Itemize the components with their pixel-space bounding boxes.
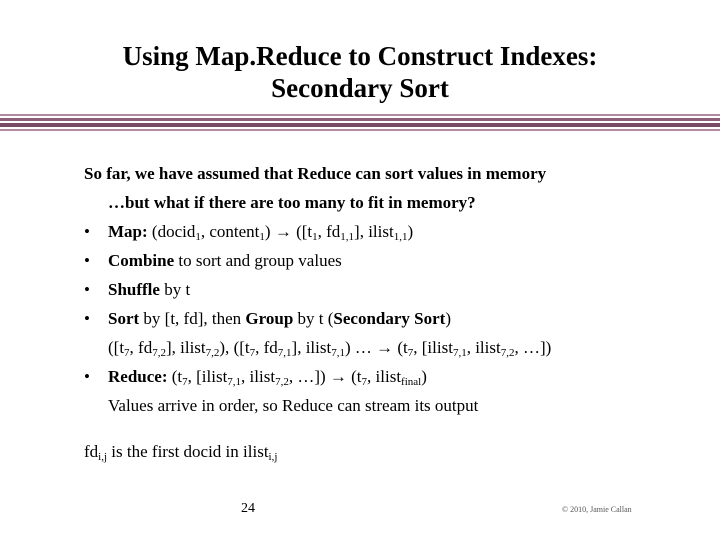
copyright-notice: © 2010, Jamie Callan xyxy=(562,505,632,514)
sort-example: ([$t_7$, $fd_{7,2}$], ilist$_{7,2}$), ([$t_7$, $fd_{7,1}$], ilist$_{7,1}$) … → ($t_7$, [ilist$_{7,1}$, ilist$_{7,2}$, …]) xyxy=(108,338,552,359)
bullet-combine: • Combine to sort and group values xyxy=(84,246,704,275)
title-line-1: Using Map.Reduce to Construct Indexes: xyxy=(122,41,598,71)
bullet-dot: • xyxy=(84,280,90,299)
bullet-reduce: • Reduce: ($t_7$, [ilist$_{7,1}$, ilist$_{7,2}$, …]) → ($t_7$, ilist$_{final}$) xyxy=(84,362,704,391)
fd-definition: $fd_{i,j}$ is the first docid in ilist$_{i,j}$ xyxy=(84,442,278,463)
slide-title xyxy=(0,40,720,104)
divider-rule-3 xyxy=(0,123,720,127)
bullet-dot: • xyxy=(84,222,90,241)
secondary-sort-label: Secondary Sort xyxy=(333,309,446,328)
values-note: Values arrive in order, so Reduce can stream its output xyxy=(108,396,479,415)
intro-line-1: So far, we have assumed that Reduce can sort values in memory xyxy=(84,164,547,183)
combine-label: Combine xyxy=(108,251,175,270)
arrow-icon: → xyxy=(325,367,352,386)
bullet-dot: • xyxy=(84,367,90,386)
map-label: Map: xyxy=(108,222,148,241)
bullet-sort: • Sort by [t, fd], then Group by t (Secondary Sort) xyxy=(84,304,704,333)
bullet-dot: • xyxy=(84,251,90,270)
page-number: 24 xyxy=(241,501,255,516)
group-label: Group xyxy=(245,309,294,328)
arrow-icon: → xyxy=(270,222,297,241)
bullet-dot: • xyxy=(84,309,90,328)
bullet-map: • Map: (docid$_1$, content$_1$) → ([$t_1$, $fd_{1,1}$], ilist$_{1,1}$) xyxy=(84,217,704,246)
divider-rule-1 xyxy=(0,114,720,116)
sort-label: Sort xyxy=(108,309,140,328)
bullet-shuffle: • Shuffle by t xyxy=(84,275,704,304)
reduce-label: Reduce: xyxy=(108,367,168,386)
divider-rule-2 xyxy=(0,118,720,121)
divider-rule-4 xyxy=(0,129,720,131)
arrow-icon: → xyxy=(376,338,398,357)
title-line-2: Secondary Sort xyxy=(271,73,449,103)
shuffle-label: Shuffle xyxy=(108,280,160,299)
intro-line-2: …but what if there are too many to fit in memory? xyxy=(108,193,476,212)
title-divider xyxy=(0,114,720,133)
slide-body xyxy=(84,159,704,420)
